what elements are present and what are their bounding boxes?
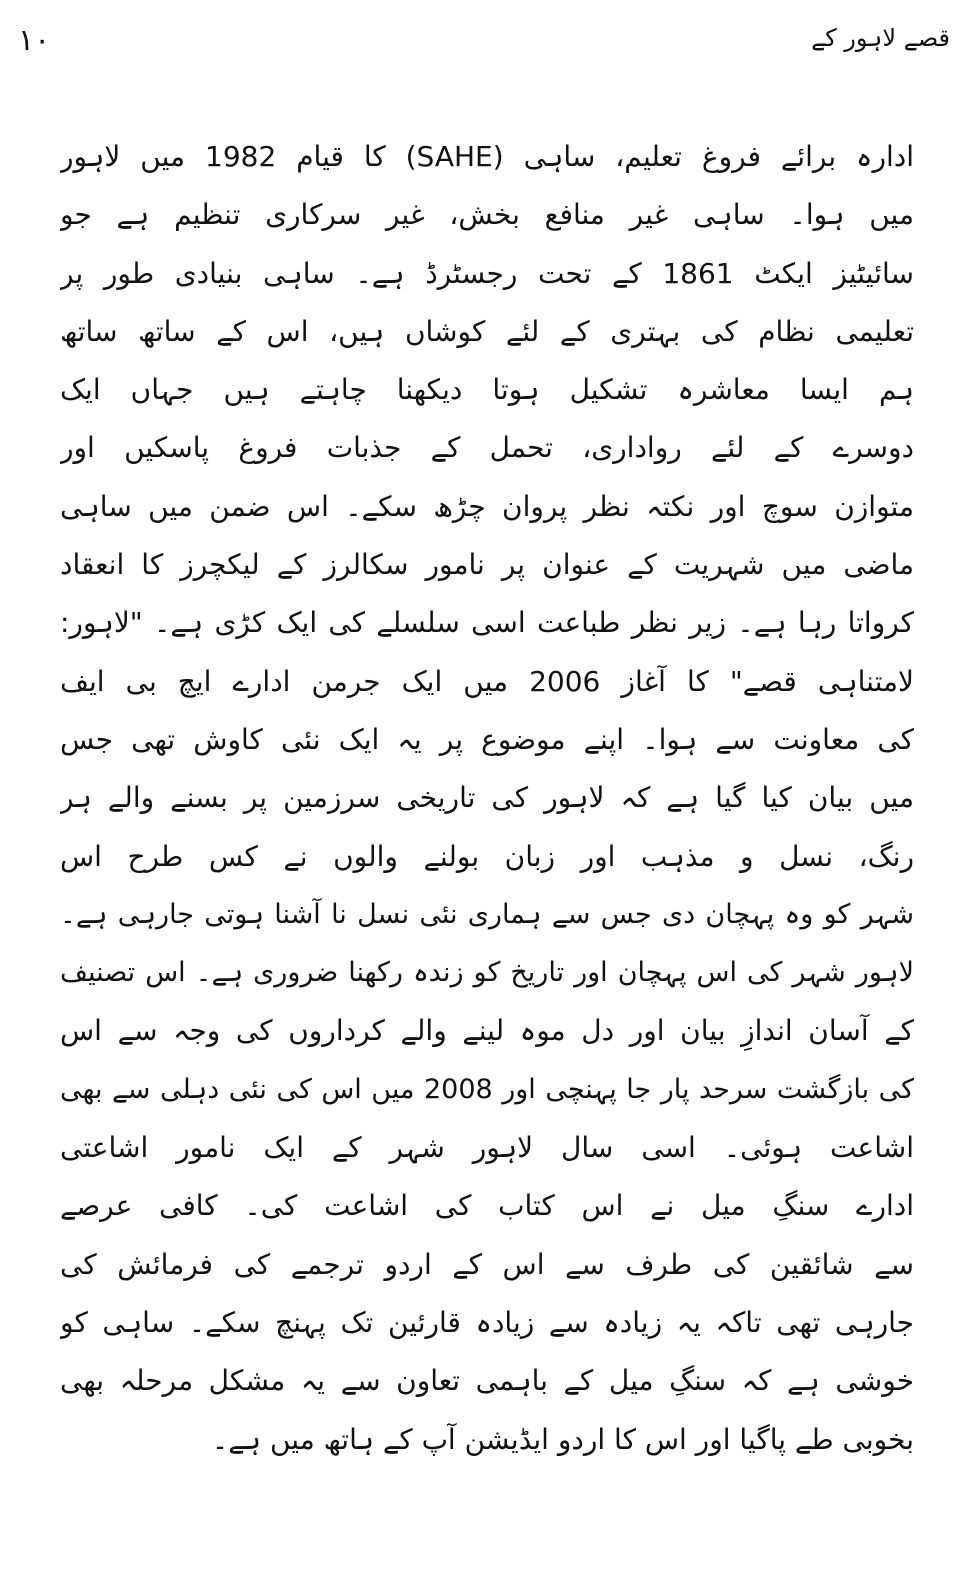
text-line: ادارہ برائے فروغ تعلیم، ساہی (SAHE) کا قیام 1982 میں لاہور	[60, 140, 914, 173]
text-line: جارہی تھی تاکہ یہ زیادہ سے زیادہ قارئین تک پہنچ سکے۔ ساہی کو	[60, 1305, 914, 1339]
text-line: خوشی ہے کہ سنگِ میل کے باہمی تعاون سے یہ مشکل مرحلہ بھی	[60, 1364, 914, 1398]
text-line: بخوبی طے پاگیا اور اس کا اردو ایڈیشن آپ کے ہاتھ میں ہے۔	[211, 1422, 914, 1456]
text-line: تعلیمی نظام کی بہتری کے لئے کوشاں ہیں، اس کے ساتھ ساتھ	[60, 314, 914, 348]
text-line: کے آسان اندازِ بیان اور دل موہ لینے والے کرداروں کی وجہ سے اس	[60, 1014, 914, 1048]
text-line: سائیٹیز ایکٹ 1861 کے تحت رجسٹرڈ ہے۔ ساہی بنیادی طور پر	[60, 256, 914, 290]
text-line: دوسرے کے لئے رواداری، تحمل کے جذبات فروغ پاسکیں اور	[60, 431, 914, 465]
text-line: سے شائقین کی طرف سے اس کے اردو ترجمے کی فرمائش کی	[60, 1247, 914, 1281]
text-line: میں بیان کیا گیا ہے کہ لاہور کی تاریخی سرزمین پر بسنے والے ہر	[60, 781, 914, 815]
text-line: ماضی میں شہریت کے عنوان پر نامور سکالرز کے لیکچرز کا انعقاد	[60, 548, 914, 582]
text-line: رنگ، نسل و مذہب اور زبان بولنے والوں نے کس طرح اس	[60, 839, 914, 873]
text-line: کرواتا رہا ہے۔ زیر نظر طباعت اسی سلسلے کی ایک کڑی ہے۔ "لاہور:	[60, 606, 914, 640]
running-title: قصے لاہور کے	[811, 24, 950, 52]
text-line: اشاعت ہوئی۔ اسی سال لاہور شہر کے ایک نامور اشاعتی	[60, 1131, 914, 1165]
text-line: میں ہوا۔ ساہی غیر منافع بخش، غیر سرکاری تنظیم ہے جو	[60, 198, 914, 232]
page-number: ۱۰	[18, 23, 51, 58]
text-line: ادارے سنگِ میل نے اس کتاب کی اشاعت کی۔ کافی عرصے	[60, 1189, 914, 1223]
text-line: ہم ایسا معاشرہ تشکیل ہوتا دیکھنا چاہتے ہیں جہاں ایک	[60, 373, 914, 407]
text-line: کی معاونت سے ہوا۔ اپنے موضوع پر یہ ایک نئی کاوش تھی جس	[60, 722, 914, 756]
text-line: لاہور شہر کی اس پہچان اور تاریخ کو زندہ رکھنا ضروری ہے۔ اس تصنیف	[60, 957, 914, 989]
body-paragraph	[60, 128, 914, 1469]
text-line: شہر کو وہ پہچان دی جس سے ہماری نئی نسل نا آشنا ہوتی جارہی ہے۔	[60, 898, 914, 930]
text-line: لامتناہی قصے" کا آغاز 2006 میں ایک جرمن ادارے ایچ بی ایف	[60, 664, 914, 698]
text-line: متوازن سوچ اور نکتہ نظر پروان چڑھ سکے۔ اس ضمن میں ساہی	[60, 489, 914, 523]
text-line: کی بازگشت سرحد پار جا پہنچی اور 2008 میں اس کی نئی دہلی سے بھی	[60, 1073, 914, 1105]
